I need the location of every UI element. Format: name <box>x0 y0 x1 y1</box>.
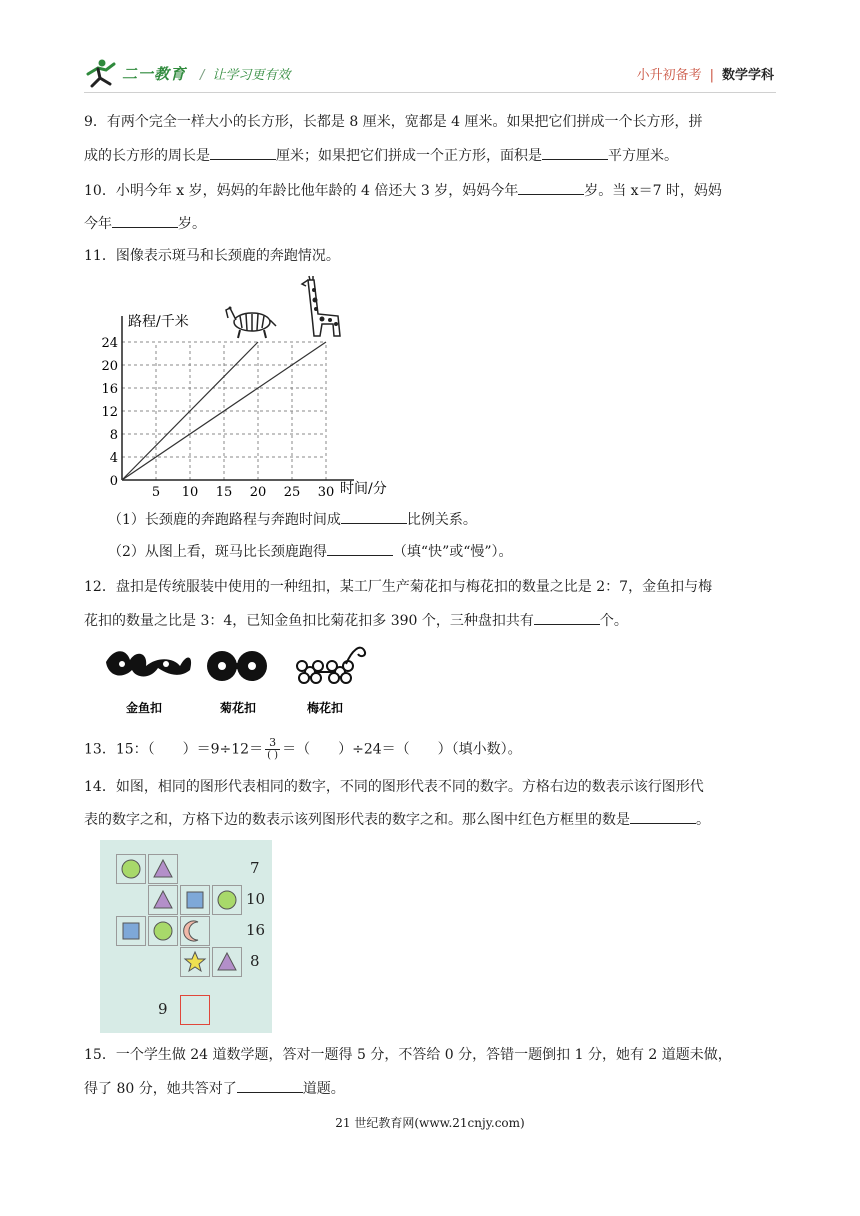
answer-blank[interactable] <box>542 145 608 160</box>
q14-line1: 14．如图，相同的图形代表相同的数字，不同的图形代表不同的数字。方格右边的数表示该行图形代 <box>84 779 704 795</box>
header-slogan: / 让学习更有效 <box>200 68 291 83</box>
q9-line2: 成的长方形的周长是 厘米；如果把它们拼成一个正方形，面积是 平方厘米。 <box>84 145 678 166</box>
chart-xlabel: 时间/分 <box>340 481 387 497</box>
column-sum: 9 <box>158 1000 168 1018</box>
q11-sub1: （1）长颈鹿的奔跑路程与奔跑时间成 比例关系。 <box>108 509 477 530</box>
header-divider <box>84 92 776 93</box>
q11-stem: 11．图像表示斑马和长颈鹿的奔跑情况。 <box>84 248 340 264</box>
triangle-icon <box>218 953 236 970</box>
q12-line1: 12．盘扣是传统服装中使用的一种纽扣，某工厂生产菊花扣与梅花扣的数量之比是 2：7，金鱼扣与梅 <box>84 579 713 595</box>
y-tick-label: 4 <box>109 451 118 466</box>
q13-part-b: ＝（ ）÷24＝（ ）（填小数）。 <box>282 741 522 758</box>
header-category: 小升初备考 <box>636 68 702 83</box>
x-tick-label: 30 <box>317 485 335 500</box>
answer-blank[interactable] <box>341 509 407 524</box>
x-tick-label: 25 <box>283 485 301 500</box>
zebra-icon <box>226 307 276 339</box>
goldfish-knot-icon <box>106 651 191 676</box>
q10-line1: 10．小明今年 x 岁，妈妈的年龄比他年龄的 4 倍还大 3 岁，妈妈今年 岁。当 x＝7 时，妈妈 <box>84 180 722 201</box>
y-tick-label: 20 <box>101 359 118 374</box>
square-icon <box>123 923 139 939</box>
circle-icon <box>218 891 236 909</box>
answer-blank[interactable] <box>112 213 178 228</box>
x-tick-label: 10 <box>181 485 199 500</box>
header-right: 小升初备考 | 数学学科 <box>636 68 774 83</box>
row-sum: 7 <box>250 859 260 877</box>
logo <box>84 58 190 88</box>
triangle-icon <box>154 891 172 908</box>
y-tick-label: 8 <box>109 428 118 443</box>
y-tick-label: 24 <box>101 336 118 351</box>
answer-blank[interactable] <box>237 1078 303 1093</box>
run-chart <box>100 270 420 502</box>
row-sum: 16 <box>246 921 266 939</box>
logo-text: 二一教育 <box>122 65 187 83</box>
y-tick-label: 12 <box>101 405 118 420</box>
square-icon <box>187 892 203 908</box>
row-sum: 8 <box>250 952 260 970</box>
circle-icon <box>154 922 172 940</box>
answer-blank[interactable] <box>534 610 600 625</box>
knot-label-chrysanthemum: 菊花扣 <box>220 701 257 715</box>
chart-axes <box>122 316 354 480</box>
crescent-moon-icon <box>184 921 198 941</box>
star-icon <box>185 952 205 971</box>
answer-blank[interactable] <box>327 541 393 556</box>
slogan-text: 让学习更有效 <box>212 68 291 83</box>
q13-fraction: $\frac{3}{( )}$ <box>265 737 280 762</box>
knot-label-goldfish: 金鱼扣 <box>126 701 163 715</box>
shape-puzzle <box>100 840 272 1033</box>
y-tick-label: 0 <box>109 474 118 489</box>
q12-line2: 花扣的数量之比是 3：4，已知金鱼扣比菊花扣多 390 个，三种盘扣共有 个。 <box>84 610 628 631</box>
button-knots-image <box>100 640 390 720</box>
giraffe-icon <box>302 276 340 336</box>
q11-sub2: （2）从图上看，斑马比长颈鹿跑得 （填“快”或“慢”）。 <box>108 541 513 562</box>
q9-line1: 9．有两个完全一样大小的长方形，长都是 8 厘米，宽都是 4 厘米。如果把它们拼成一个长方形，拼 <box>84 114 703 130</box>
q15-line1: 15．一个学生做 24 道数学题，答对一题得 5 分，不答给 0 分，答错一题倒扣 1 分，她有 2 道题未做， <box>84 1047 732 1063</box>
knot-label-plum: 梅花扣 <box>307 701 344 715</box>
answer-blank[interactable] <box>630 809 696 824</box>
plum-knot-icon <box>297 648 365 683</box>
header-subject: 数学学科 <box>721 68 774 83</box>
runner-logo-icon <box>84 58 124 88</box>
chart-ylabel: 路程/千米 <box>128 314 189 330</box>
y-tick-label: 16 <box>101 382 118 397</box>
circle-icon <box>122 860 140 878</box>
chrysanthemum-knot-icon <box>207 651 267 681</box>
q13-line <box>84 737 522 762</box>
answer-blank[interactable] <box>518 180 584 195</box>
row-sum: 10 <box>246 890 266 908</box>
q15-line2: 得了 80 分，她共答对了 道题。 <box>84 1078 345 1099</box>
q14-line2: 表的数字之和，方格下边的数表示该列图形代表的数字之和。那么图中红色方框里的数是 。 <box>84 809 710 830</box>
x-tick-label: 5 <box>151 485 161 500</box>
x-tick-label: 15 <box>215 485 233 500</box>
q10-line2: 今年 岁。 <box>84 213 206 234</box>
x-tick-label: 20 <box>249 485 267 500</box>
answer-blank[interactable] <box>210 145 276 160</box>
footer: 21 世纪教育网(www.21cnjy.com) <box>335 1116 525 1130</box>
q13-part-a: 13．15：（ ）＝9÷12＝ <box>84 741 264 758</box>
triangle-icon <box>154 860 172 877</box>
